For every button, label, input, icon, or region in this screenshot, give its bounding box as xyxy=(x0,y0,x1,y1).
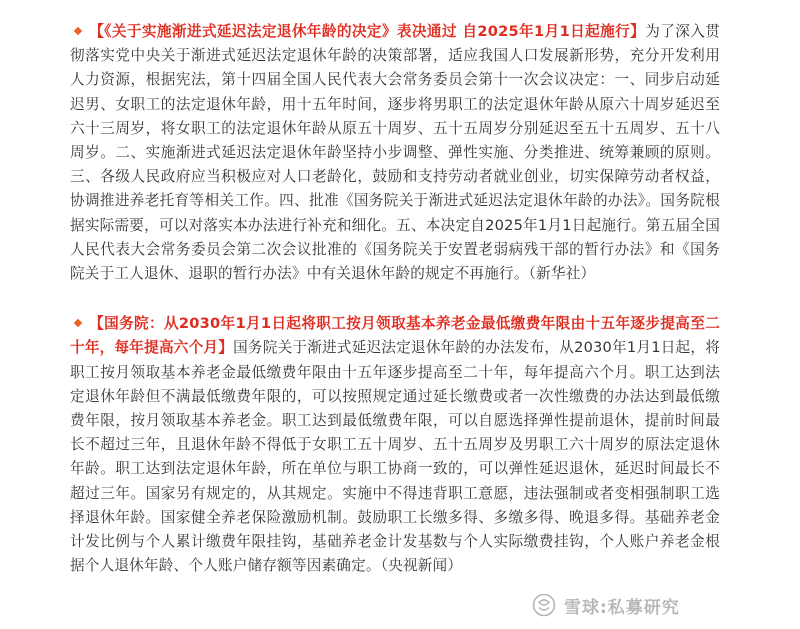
wechat-official-account-icon xyxy=(532,593,556,617)
news-body: 国务院关于渐进式延迟法定退休年龄的办法发布，从2030年1月1日起，将职工按月领取基本养老金最低缴费年限由十五年逐步提高至二十年，每年提高六个月。职工达到法定退休年龄但不满最低缴费年限的，可以按照规定通过延长缴费或者一次性缴费的办法达到最低缴费年限，按月领取基本养老金。职工达到最低缴费年限，可以自愿选择弹性提前退休，提前时间最长不超过三年，且退休年龄不得低于女职工五十周岁、五十五周岁及男职工六十周岁的原法定退休年龄。职工达到法定退休年龄，所在单位与职工协商一致的，可以弹性延迟退休，延迟时间最长不超过三年。国家另有规定的，从其规定。实施中不得违背职工意愿，违法强制或者变相强制职工选择退休年龄。国家健全养老保险激励机制。鼓励职工长缴多得、多缴多得、晚退多得。基础养老金计发比例与个人累计缴费年限挂钩，基础养老金计发基数与个人实际缴费挂钩，个人账户养老金根据个人退休年龄、个人账户储存额等因素确定。（央视新闻） xyxy=(70,339,721,575)
watermark xyxy=(532,590,680,620)
news-item-2 xyxy=(70,312,720,578)
watermark-text: 雪球:私募研究 xyxy=(564,597,680,618)
diamond-bullet-icon xyxy=(74,27,82,35)
news-item-1 xyxy=(70,20,720,286)
news-headline: 【国务院：从2030年1月1日起将职工按月领取基本养老金最低缴费年限由十五年逐步提高至二十年，每年提高六个月】 xyxy=(70,315,720,357)
article xyxy=(70,20,720,578)
news-headline: 【《关于实施渐进式延迟法定退休年龄的决定》表决通过 自2025年1月1日起施行】 xyxy=(89,23,646,40)
news-body: 为了深入贯彻落实党中央关于渐进式延迟法定退休年龄的决策部署，适应我国人口发展新形势，充分开发利用人力资源，根据宪法，第十四届全国人民代表大会常务委员会第十一次会议决定：一、同步启动延迟男、女职工的法定退休年龄，用十五年时间，逐步将男职工的法定退休年龄从原六十周岁延迟至六十三周岁，将女职工的法定退休年龄从原五十周岁、五十五周岁分别延迟至五十五周岁、五十八周岁。二、实施渐进式延迟法定退休年龄坚持小步调整、弹性实施、分类推进、统筹兼顾的原则。三、各级人民政府应当积极应对人口老龄化，鼓励和支持劳动者就业创业，切实保障劳动者权益，协调推进养老托育等相关工作。四、批准《国务院关于渐进式延迟法定退休年龄的办法》。国务院根据实际需要，可以对落实本办法进行补充和细化。五、本决定自2025年1月1日起施行。第五届全国人民代表大会常务委员会第二次会议批准的《国务院关于安置老弱病残干部的暂行办法》和《国务院关于工人退休、退职的暂行办法》中有关退休年龄的规定不再施行。（新华社） xyxy=(70,23,720,283)
diamond-bullet-icon xyxy=(74,319,82,327)
